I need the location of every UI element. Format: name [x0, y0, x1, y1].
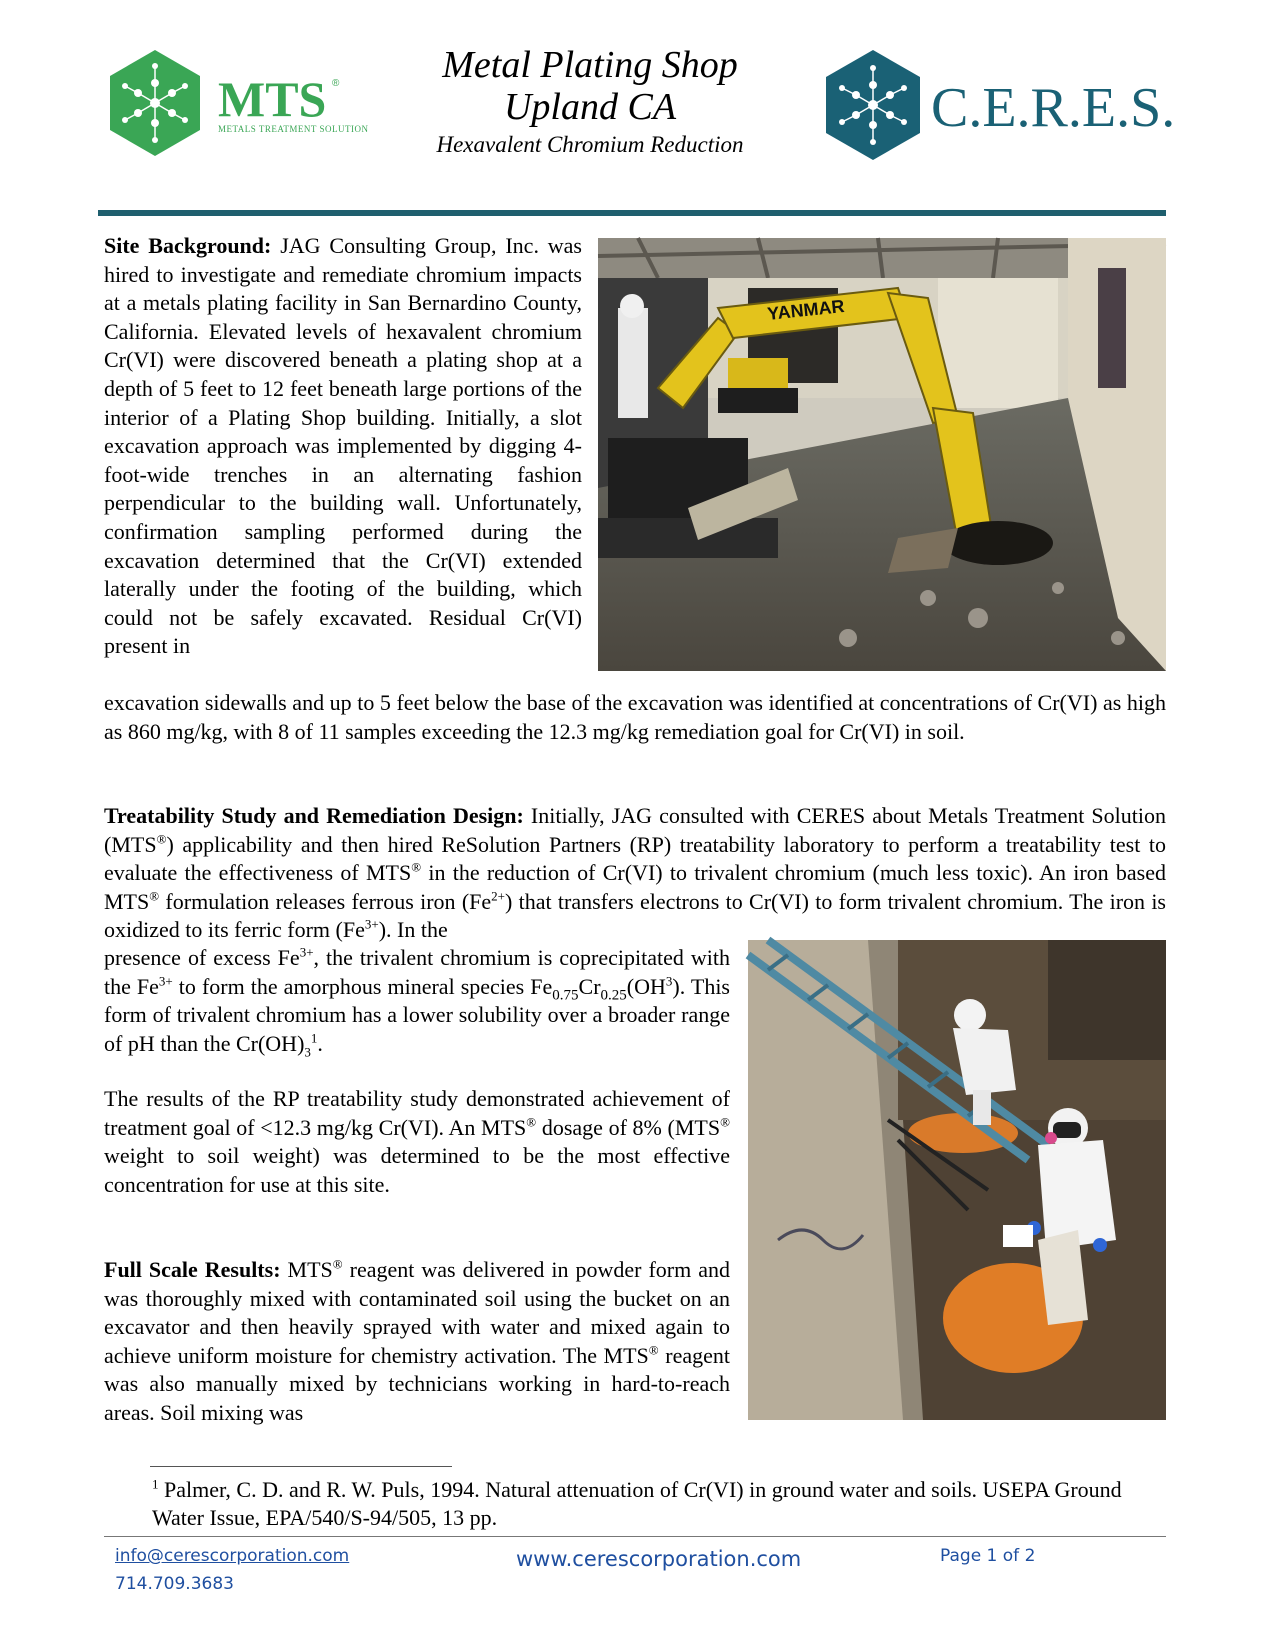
formula-subscript: 3	[304, 1044, 311, 1060]
registered-mark: ®	[648, 1342, 659, 1358]
site-background-text: JAG Consulting Group, Inc. was hired to investigate and remediate chromium impacts at a metals plating facility in San Bernardino County, California. Elevated levels of hexavalent chromium Cr(VI) were discovered beneath a plating shop at a depth of 5 feet to 12 feet beneath large portions of the interior of a Plating Shop building. Initially, a slot excavation approach was implemented by digging 4-foot-wide trenches in an alternating fashion perpendicular to the building wall. Unfortunately, confirmation sampling performed during the excavation determined that the Cr(VI) extended laterally under the footing of the building, which could not be safely excavated. Residual Cr(VI) present in	[104, 233, 582, 659]
registered-mark: ®	[526, 1114, 537, 1130]
svg-text:Metals Treatment Solution: Metals Treatment Solution	[218, 124, 369, 134]
registered-mark: ®	[149, 888, 160, 904]
footnote-number: 1	[152, 1476, 159, 1492]
header-divider	[98, 210, 1166, 216]
full-scale-text: reagent was delivered in powder form and was thoroughly mixed with contaminated soil using the bucket on an excavator and then heavily sprayed with water and mixed again to achieve uniform moisture for chemistry activation. The MTS	[104, 1257, 730, 1368]
treatability-text: , the trivalent chromium is coprecipitated with the Fe	[104, 945, 730, 999]
treatability-text: Cr	[578, 973, 601, 999]
footnote-reference: 1	[310, 1030, 318, 1046]
full-scale-heading: Full Scale Results:	[104, 1257, 281, 1282]
svg-text:®: ®	[332, 78, 340, 89]
site-background-paragraph	[104, 232, 582, 661]
treatability-text: .	[317, 1030, 323, 1056]
footer-email-link[interactable]: info@cerescorporation.com	[115, 1546, 350, 1566]
document-subtitle: Hexavalent Chromium Reduction	[436, 132, 744, 157]
formula-subscript: 0.75	[552, 986, 579, 1003]
treatability-heading: Treatability Study and Remediation Design:	[104, 803, 524, 828]
document-location: Upland CA	[503, 86, 677, 128]
treatability-text: ). This form of trivalent chromium has a lower solubility over a broader range of pH than the Cr(OH)	[104, 973, 730, 1056]
formula-subscript: 0.25	[600, 986, 627, 1003]
svg-text:C.E.R.E.S.: C.E.R.E.S.	[931, 77, 1176, 139]
treatability-paragraph	[104, 802, 1166, 945]
treatability-text: in the reduction of Cr(VI) to trivalent chromium (much less toxic). An iron based MTS	[104, 860, 1167, 914]
ion-charge: 3+	[158, 973, 173, 989]
treatability-paragraph-continued	[104, 944, 730, 1058]
results-text: The results of the RP treatability study demonstrated achievement of treatment goal of <12.3 mg/kg Cr(VI). An MTS	[104, 1086, 730, 1140]
footnote	[152, 1476, 1162, 1532]
footnote-text: Palmer, C. D. and R. W. Puls, 1994. Natural attenuation of Cr(VI) in ground water and soils. USEPA Ground Water Issue, EPA/540/S-94/505, 13 pp.	[152, 1477, 1122, 1530]
treatability-text: ). In the	[378, 917, 448, 943]
full-scale-text: MTS	[280, 1257, 333, 1282]
site-background-continued-text: excavation sidewalls and up to 5 feet below the base of the excavation was identified at concentrations of Cr(VI) as high as 860 mg/kg, with 8 of 11 samples exceeding the 12.3 mg/kg remediation goal for Cr(VI) in soil.	[104, 690, 1166, 744]
ceres-logo	[818, 48, 1176, 163]
treatability-text: Initially, JAG consulted with CERES about Metals Treatment Solution (MTS	[104, 803, 1166, 857]
document-title: Metal Plating Shop	[442, 44, 738, 86]
mts-logo	[100, 48, 369, 158]
full-scale-paragraph	[104, 1256, 730, 1428]
results-text: dosage of 8% (MTS	[536, 1114, 721, 1140]
treatability-text: formulation releases ferrous iron (Fe	[159, 888, 492, 914]
ion-charge: 2+	[491, 888, 506, 904]
treatability-text: presence of excess Fe	[104, 945, 300, 970]
svg-text:YANMAR: YANMAR	[766, 296, 846, 324]
registered-mark: ®	[156, 831, 167, 847]
trench-workers-photo	[748, 940, 1166, 1420]
ion-charge: 3+	[364, 917, 379, 933]
registered-mark: ®	[332, 1256, 343, 1272]
document-title-block	[380, 44, 800, 160]
footer-phone: 714.709.3683	[115, 1574, 234, 1594]
footer-divider	[104, 1536, 1166, 1537]
treatability-text: (OH	[626, 973, 666, 999]
site-background-continued	[104, 689, 1166, 746]
treatability-text: to form the amorphous mineral species Fe	[172, 973, 553, 999]
full-scale-text: reagent was also manually mixed by technicians working in hard-to-reach areas. Soil mixing was	[104, 1342, 730, 1425]
footer-website[interactable]: www.cerescorporation.com	[516, 1547, 802, 1571]
formula-superscript: 3	[665, 973, 673, 989]
registered-mark: ®	[720, 1114, 730, 1130]
treatability-text: ) that transfers electrons to Cr(VI) to form trivalent chromium. The iron is oxidized to its ferric form (Fe	[104, 888, 1166, 943]
svg-text:MTS: MTS	[218, 71, 327, 127]
page-number: Page 1 of 2	[940, 1546, 1036, 1566]
footnote-divider	[150, 1466, 452, 1467]
results-text: weight to soil weight) was determined to be the most effective concentration for use at this site.	[104, 1143, 730, 1197]
excavator-photo	[598, 238, 1166, 671]
site-background-heading: Site Background:	[104, 233, 272, 258]
ion-charge: 3+	[299, 944, 314, 960]
registered-mark: ®	[411, 859, 422, 875]
treatability-text: ) applicability and then hired ReSolution Partners (RP) treatability laboratory to perform a treatability test to evaluate the effectiveness of MTS	[104, 831, 1166, 886]
results-paragraph	[104, 1085, 730, 1199]
